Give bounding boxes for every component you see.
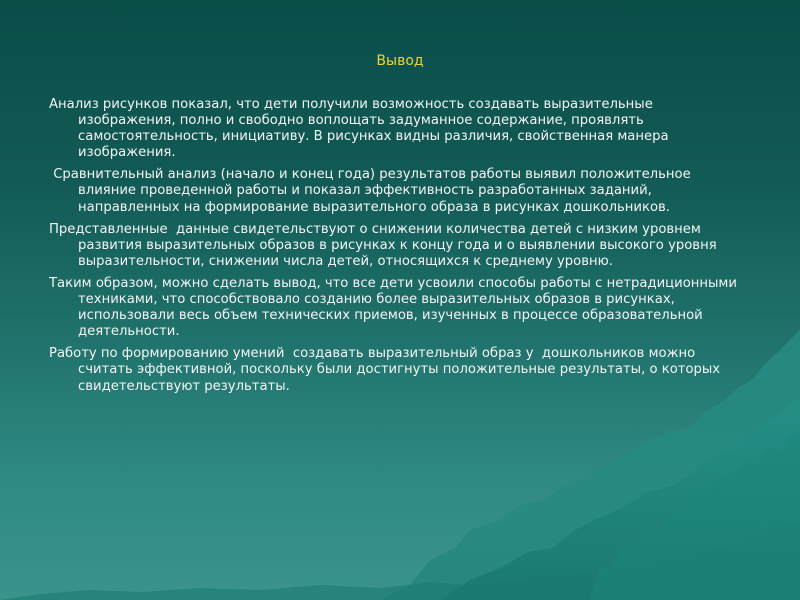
slide-body bbox=[49, 97, 749, 401]
paragraph-comparative: Сравнительный анализ (начало и конец года) результатов работы выявил положительное влияние проведенной работы и показал эффективность разработанных заданий, направленных на формирование выразительного образа в рисунках дошкольников. bbox=[49, 167, 695, 215]
paragraph-data: Представленные данные свидетельствуют о снижении количества детей с низким уровнем развития выразительных образов в рисунках к концу года и о выявлении высокого уровня выразительности, снижении числа детей, относящихся к среднему уровню. bbox=[49, 221, 721, 269]
paragraph-effectiveness: Работу по формированию умений создавать выразительный образ у дошкольников можно считать эффективной, поскольку были достигнуты положительные результаты, о которых свидетельствуют результаты. bbox=[49, 346, 725, 394]
paragraph-conclusion: Таким образом, можно сделать вывод, что все дети усвоили способы работы с нетрадиционными техниками, что способствовало созданию более выразительных образов в рисунках, использовали весь объем технических приемов, изученных в процессе образовательной деятельности. bbox=[49, 275, 737, 340]
slide-title: Вывод bbox=[376, 53, 424, 69]
paragraph-analysis: Анализ рисунков показал, что дети получили возможность создавать выразительные изображения, полно и свободно воплощать задуманное содержание, проявлять самостоятельность, инициативу. В рисунках видны различия, свойственная манера изображения. bbox=[49, 97, 669, 161]
